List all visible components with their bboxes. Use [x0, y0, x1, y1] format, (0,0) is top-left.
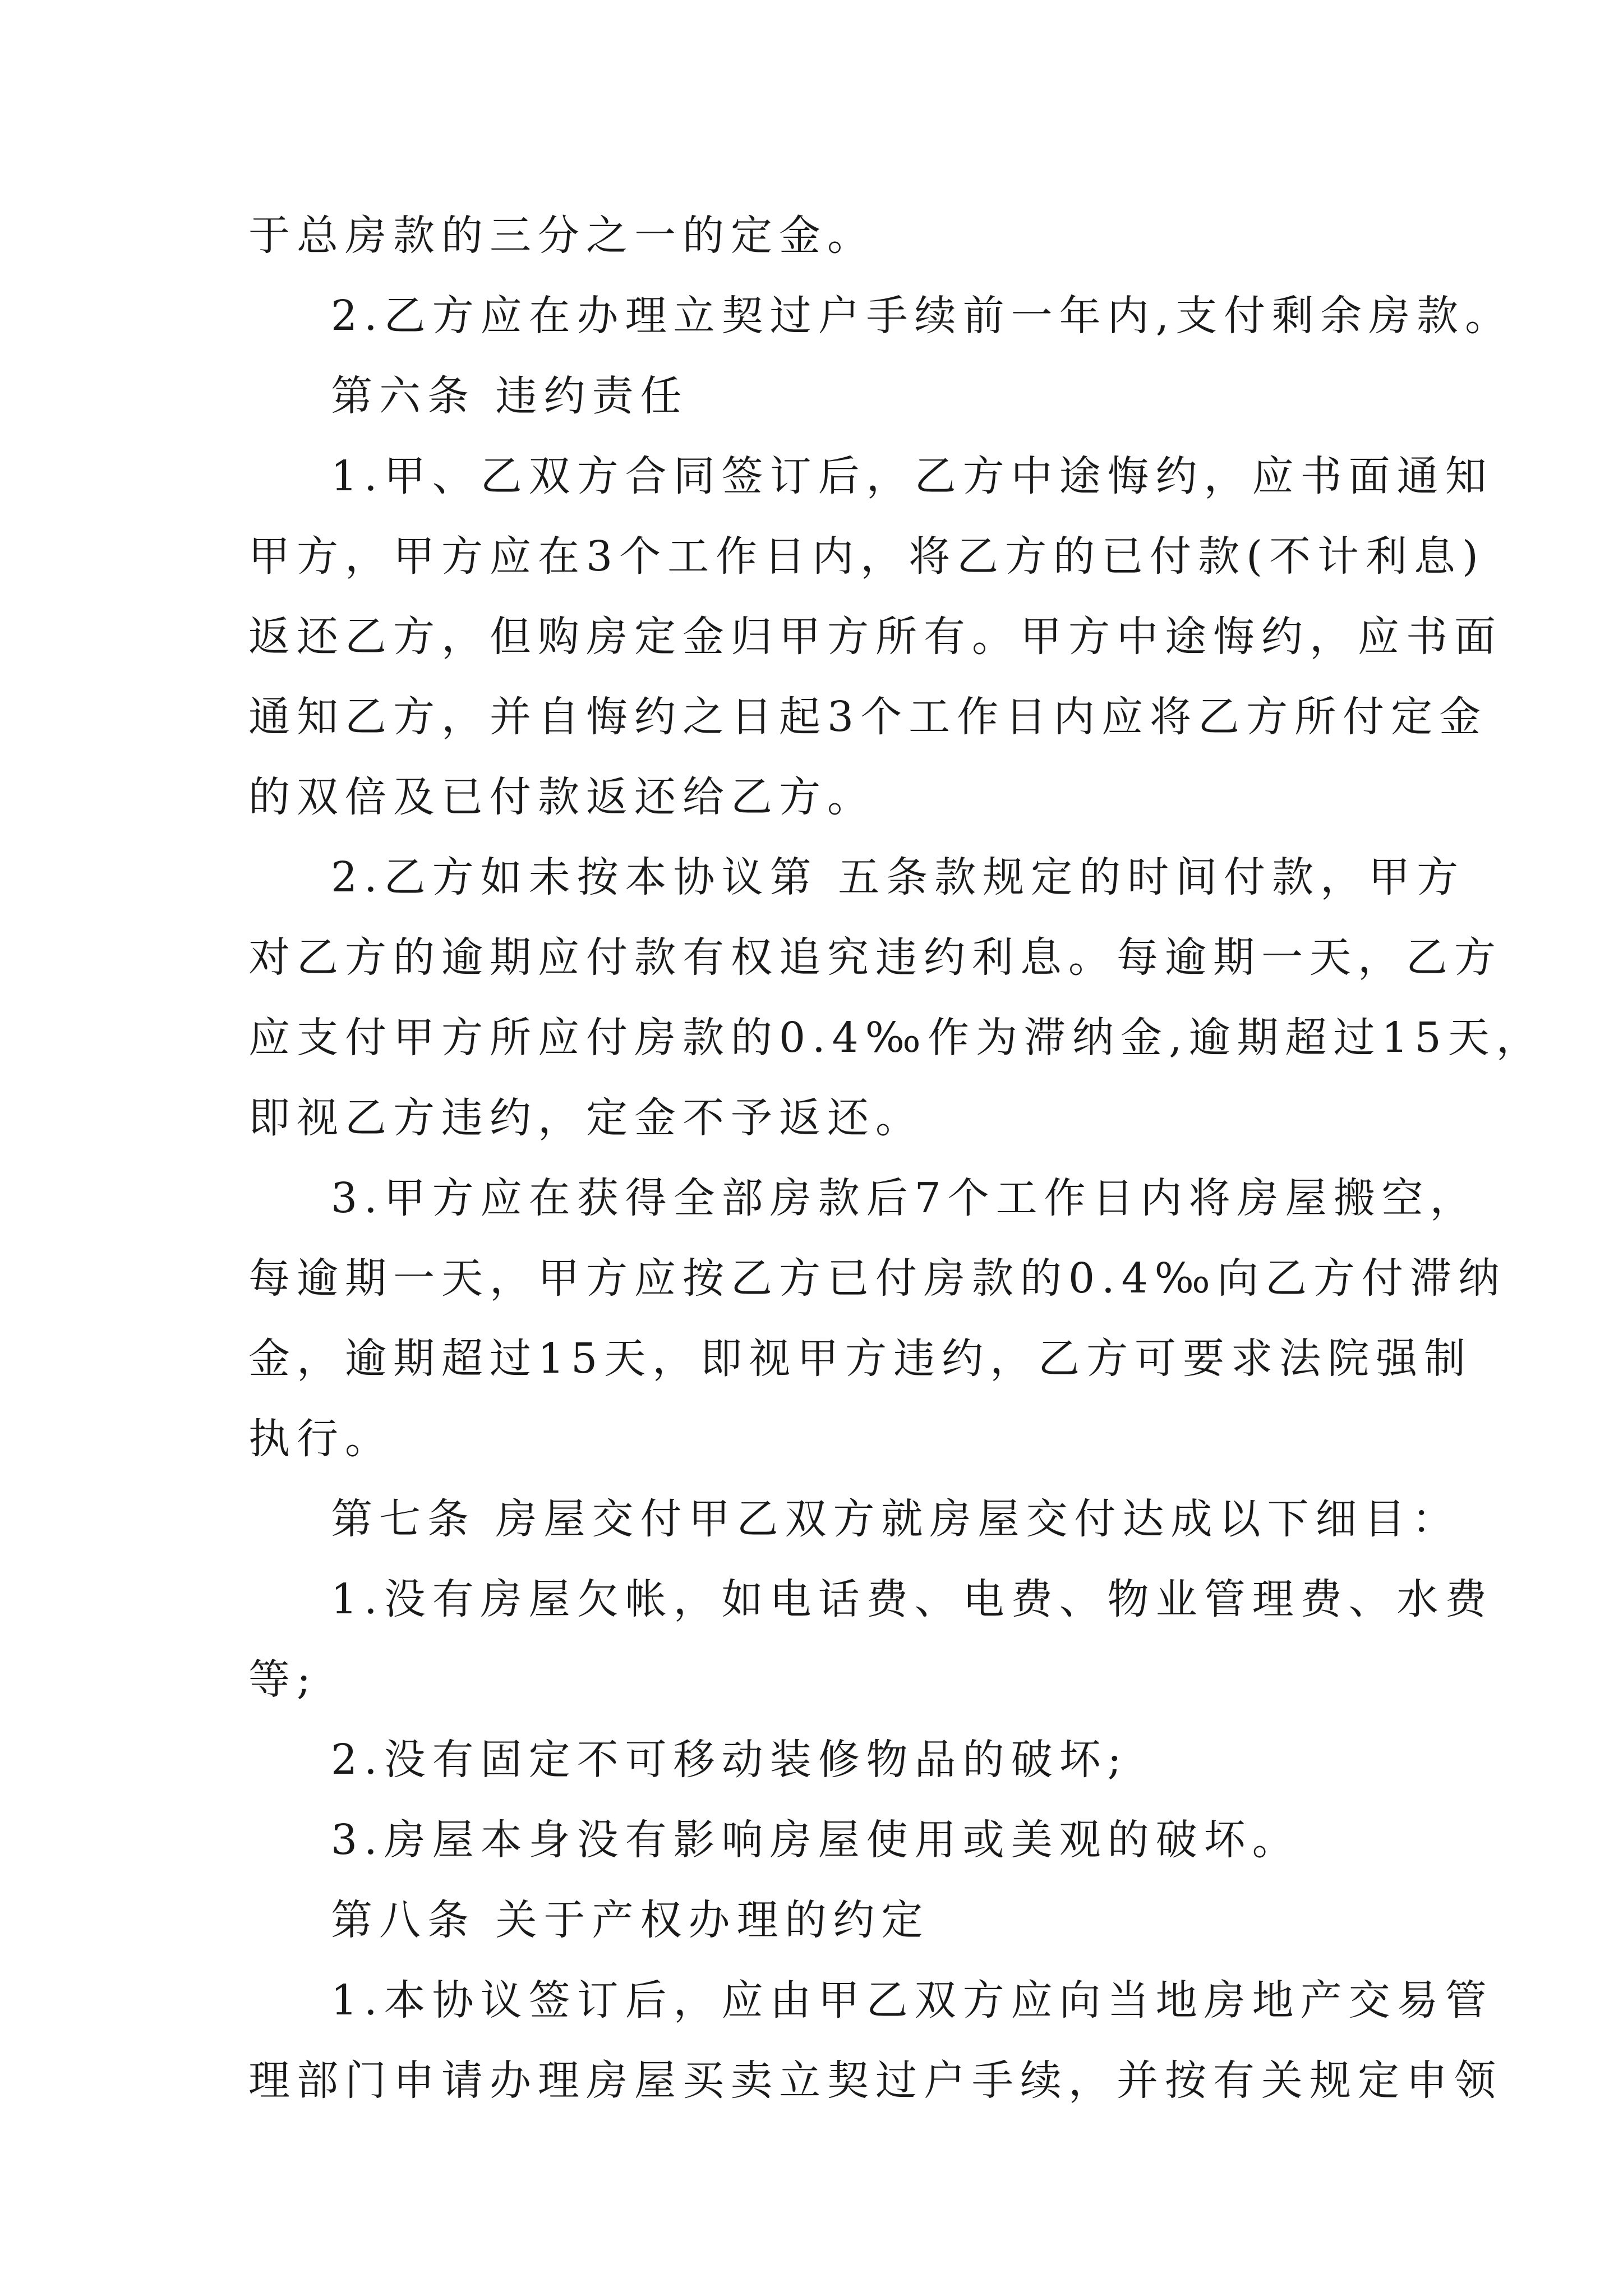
text-line: 返还乙方，但购房定金归甲方所有。甲方中途悔约，应书面: [248, 613, 1502, 661]
text-line: 理部门申请办理房屋买卖立契过户手续，并按有关规定申领: [248, 2056, 1502, 2105]
text-line: 2.没有固定不可移动装修物品的破坏;: [331, 1736, 1128, 1784]
text-line: 2.乙方应在办理立契过户手续前一年内,支付剩余房款。: [331, 292, 1514, 340]
text-line: 等;: [248, 1655, 317, 1704]
text-line: 甲方，甲方应在3个工作日内，将乙方的已付款(不计利息): [248, 532, 1485, 581]
section-heading: 第六条 违约责任: [331, 372, 689, 420]
text-line: 1.本协议签订后，应由甲乙双方应向当地房地产交易管: [331, 1976, 1493, 2024]
text-line: 即视乙方违约，定金不予返还。: [248, 1094, 924, 1142]
text-line: 于总房款的三分之一的定金。: [248, 211, 875, 260]
section-heading: 第八条 关于产权办理的约定: [331, 1896, 930, 1944]
section-heading: 第七条 房屋交付甲乙双方就房屋交付达成以下细目：: [331, 1495, 1460, 1543]
text-line: 应支付甲方所应付房款的0.4‰作为滞纳金,逾期超过15天，: [248, 1014, 1544, 1062]
text-line: 对乙方的逾期应付款有权追究违约利息。每逾期一天，乙方: [248, 933, 1502, 982]
text-line: 2.乙方如未按本协议第 五条款规定的时间付款，甲方: [331, 853, 1465, 901]
text-line: 3.甲方应在获得全部房款后7个工作日内将房屋搬空，: [331, 1174, 1478, 1222]
text-line: 每逾期一天，甲方应按乙方已付房款的0.4‰向乙方付滞纳: [248, 1254, 1506, 1303]
text-line: 1.甲、乙双方合同签订后，乙方中途悔约，应书面通知: [331, 452, 1493, 500]
text-line: 3.房屋本身没有影响房屋使用或美观的破坏。: [331, 1816, 1301, 1864]
text-line: 通知乙方，并自悔约之日起3个工作日内应将乙方所付定金: [248, 693, 1488, 741]
text-line: 1.没有房屋欠帐，如电话费、电费、物业管理费、水费: [331, 1575, 1493, 1623]
text-line: 的双倍及已付款返还给乙方。: [248, 773, 875, 821]
text-line: 金，逾期超过15天，即视甲方违约，乙方可要求法院强制: [248, 1335, 1473, 1383]
text-line: 执行。: [248, 1415, 393, 1463]
